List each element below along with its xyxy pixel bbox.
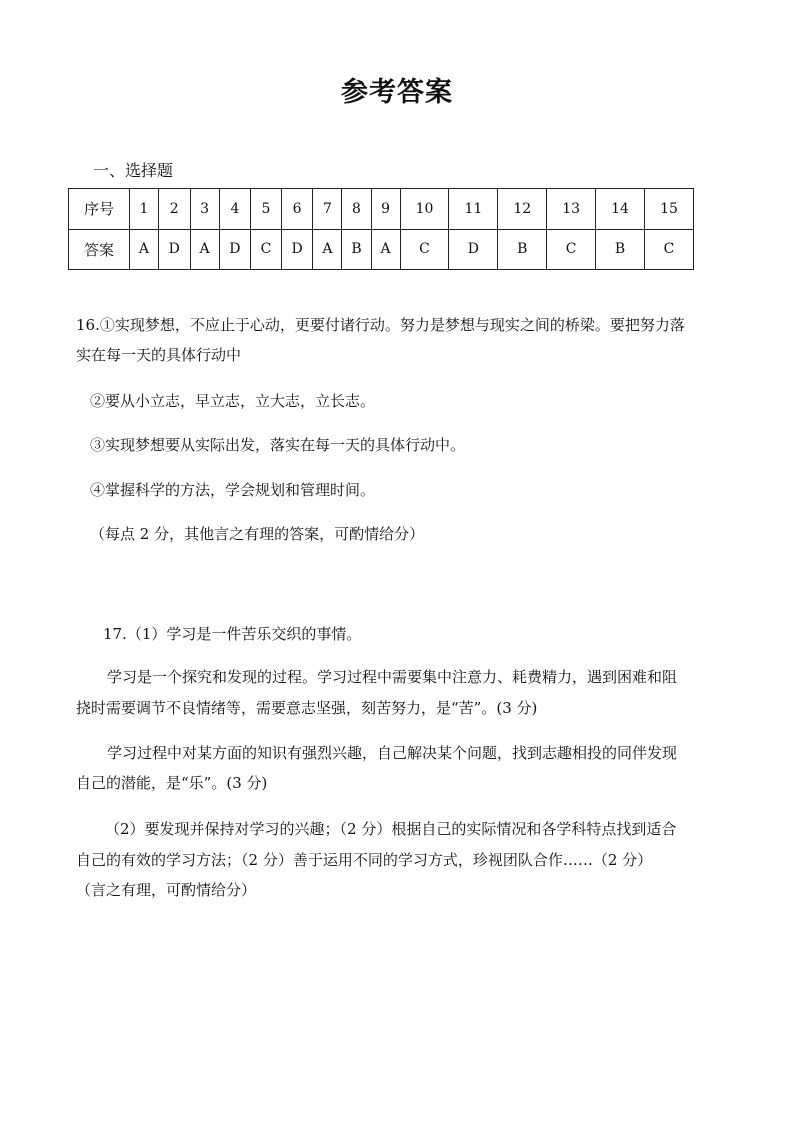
q16-line2: 实在每一天的具体行动中 — [76, 346, 242, 364]
table-cell-answer: D — [449, 229, 498, 270]
page-title: 参考答案 — [341, 77, 453, 108]
row-header-answer: 答案 — [69, 229, 130, 270]
table-row-answers — [69, 229, 694, 270]
table-cell-number: 8 — [342, 189, 371, 230]
q17-part2-line1: （2）要发现并保持对学习的兴趣；（2 分）根据自己的实际情况和各学科特点找到适合 — [105, 820, 677, 838]
table-cell-answer: B — [596, 229, 645, 270]
table-cell-number: 13 — [547, 189, 596, 230]
q16-point2: ②要从小立志，早立志，立大志，立长志。 — [90, 392, 376, 410]
section-heading-choice: 一、选择题 — [93, 161, 174, 180]
table-cell-number: 3 — [190, 189, 219, 230]
table-cell-answer: D — [281, 229, 313, 270]
q17-part2-line3: （言之有理，可酌情给分） — [76, 881, 257, 899]
q17-para1-line2: 挠时需要调节不良情绪等，需要意志坚强，刻苦努力，是“苦”。(3 分) — [76, 699, 538, 717]
table-cell-answer: A — [371, 229, 400, 270]
table-cell-number: 7 — [313, 189, 342, 230]
q17-part2-line2: 自己的有效的学习方法；（2 分）善于运用不同的学习方式，珍视团队合作……（2 分） — [76, 851, 653, 869]
table-cell-number: 10 — [400, 189, 449, 230]
table-cell-number: 9 — [371, 189, 400, 230]
q16-point4: ④掌握科学的方法，学会规划和管理时间。 — [90, 481, 376, 499]
table-cell-number: 6 — [281, 189, 313, 230]
table-cell-answer: C — [547, 229, 596, 270]
table-cell-number: 11 — [449, 189, 498, 230]
table-cell-answer: C — [251, 229, 281, 270]
q17-para2-line2: 自己的潜能，是“乐”。(3 分) — [76, 774, 268, 792]
table-cell-answer: B — [342, 229, 371, 270]
table-cell-number: 15 — [645, 189, 694, 230]
table-cell-number: 12 — [498, 189, 547, 230]
q17-part1: 17.（1）学习是一件苦乐交织的事情。 — [103, 625, 362, 643]
q17-para2-line1: 学习过程中对某方面的知识有强烈兴趣，自己解决某个问题，找到志趣相投的同伴发现 — [107, 744, 678, 762]
table-row-numbers — [69, 189, 694, 230]
table-cell-number: 2 — [158, 189, 190, 230]
table-cell-answer: D — [158, 229, 190, 270]
table-cell-number: 1 — [130, 189, 159, 230]
answer-table — [68, 188, 694, 270]
table-cell-number: 5 — [251, 189, 281, 230]
q17-para1-line1: 学习是一个探究和发现的过程。学习过程中需要集中注意力、耗费精力，遇到困难和阻 — [107, 668, 678, 686]
table-cell-number: 4 — [219, 189, 251, 230]
q16-scoring-note: （每点 2 分，其他言之有理的答案，可酌情给分） — [90, 525, 425, 543]
table-cell-answer: A — [190, 229, 219, 270]
table-cell-answer: D — [219, 229, 251, 270]
row-header-number: 序号 — [69, 189, 130, 230]
table-cell-number: 14 — [596, 189, 645, 230]
table-cell-answer: A — [130, 229, 159, 270]
table-cell-answer: C — [400, 229, 449, 270]
q16-line1: 16.①实现梦想，不应止于心动，更要付诸行动。努力是梦想与现实之间的桥梁。要把努力落 — [76, 316, 685, 334]
table-cell-answer: B — [498, 229, 547, 270]
q16-point3: ③实现梦想要从实际出发，落实在每一天的具体行动中。 — [90, 436, 466, 454]
table-cell-answer: A — [313, 229, 342, 270]
table-cell-answer: C — [645, 229, 694, 270]
